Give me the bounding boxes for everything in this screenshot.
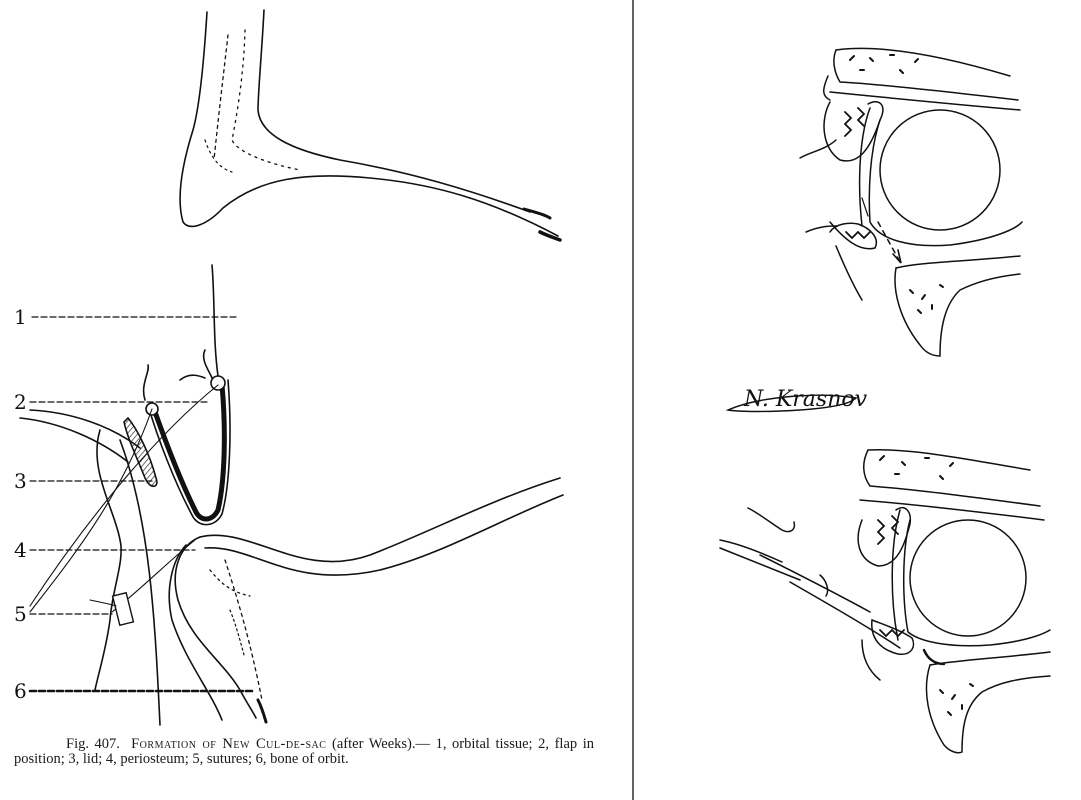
label-3: 3 (14, 469, 27, 493)
figure-caption (14, 737, 594, 767)
label-5: 5 (14, 602, 27, 626)
label-4: 4 (14, 538, 27, 562)
eyeball-top (880, 110, 1000, 230)
label-2: 2 (14, 390, 27, 414)
upper-bone-shape (180, 10, 560, 240)
signature-text: N. Krasnov (744, 387, 868, 412)
lower-bone-shape (169, 478, 563, 722)
signature (728, 387, 868, 412)
figure-subtitle: (after Weeks).— (332, 736, 430, 752)
eyeball-bottom (910, 520, 1026, 636)
lid-and-flap-shape (20, 265, 230, 725)
sketch-bottom (720, 450, 1050, 753)
figure-title: Formation of New Cul-de-sac (131, 736, 327, 752)
figure-number: Fig. 407. (66, 736, 120, 752)
suture-bolster (113, 593, 134, 625)
figure-legend: 1, orbital tissue; 2, flap in position; 3, lid; 4, periosteum; 5, sutures; 6, bone of orbit. (14, 736, 595, 767)
label-numbers (14, 305, 27, 703)
fig407-drawing (20, 10, 563, 725)
hatched-flap (124, 418, 157, 486)
suture-knot-upper (211, 376, 225, 390)
label-6: 6 (14, 679, 27, 703)
label-1: 1 (14, 305, 27, 329)
sketch-top (800, 48, 1022, 356)
